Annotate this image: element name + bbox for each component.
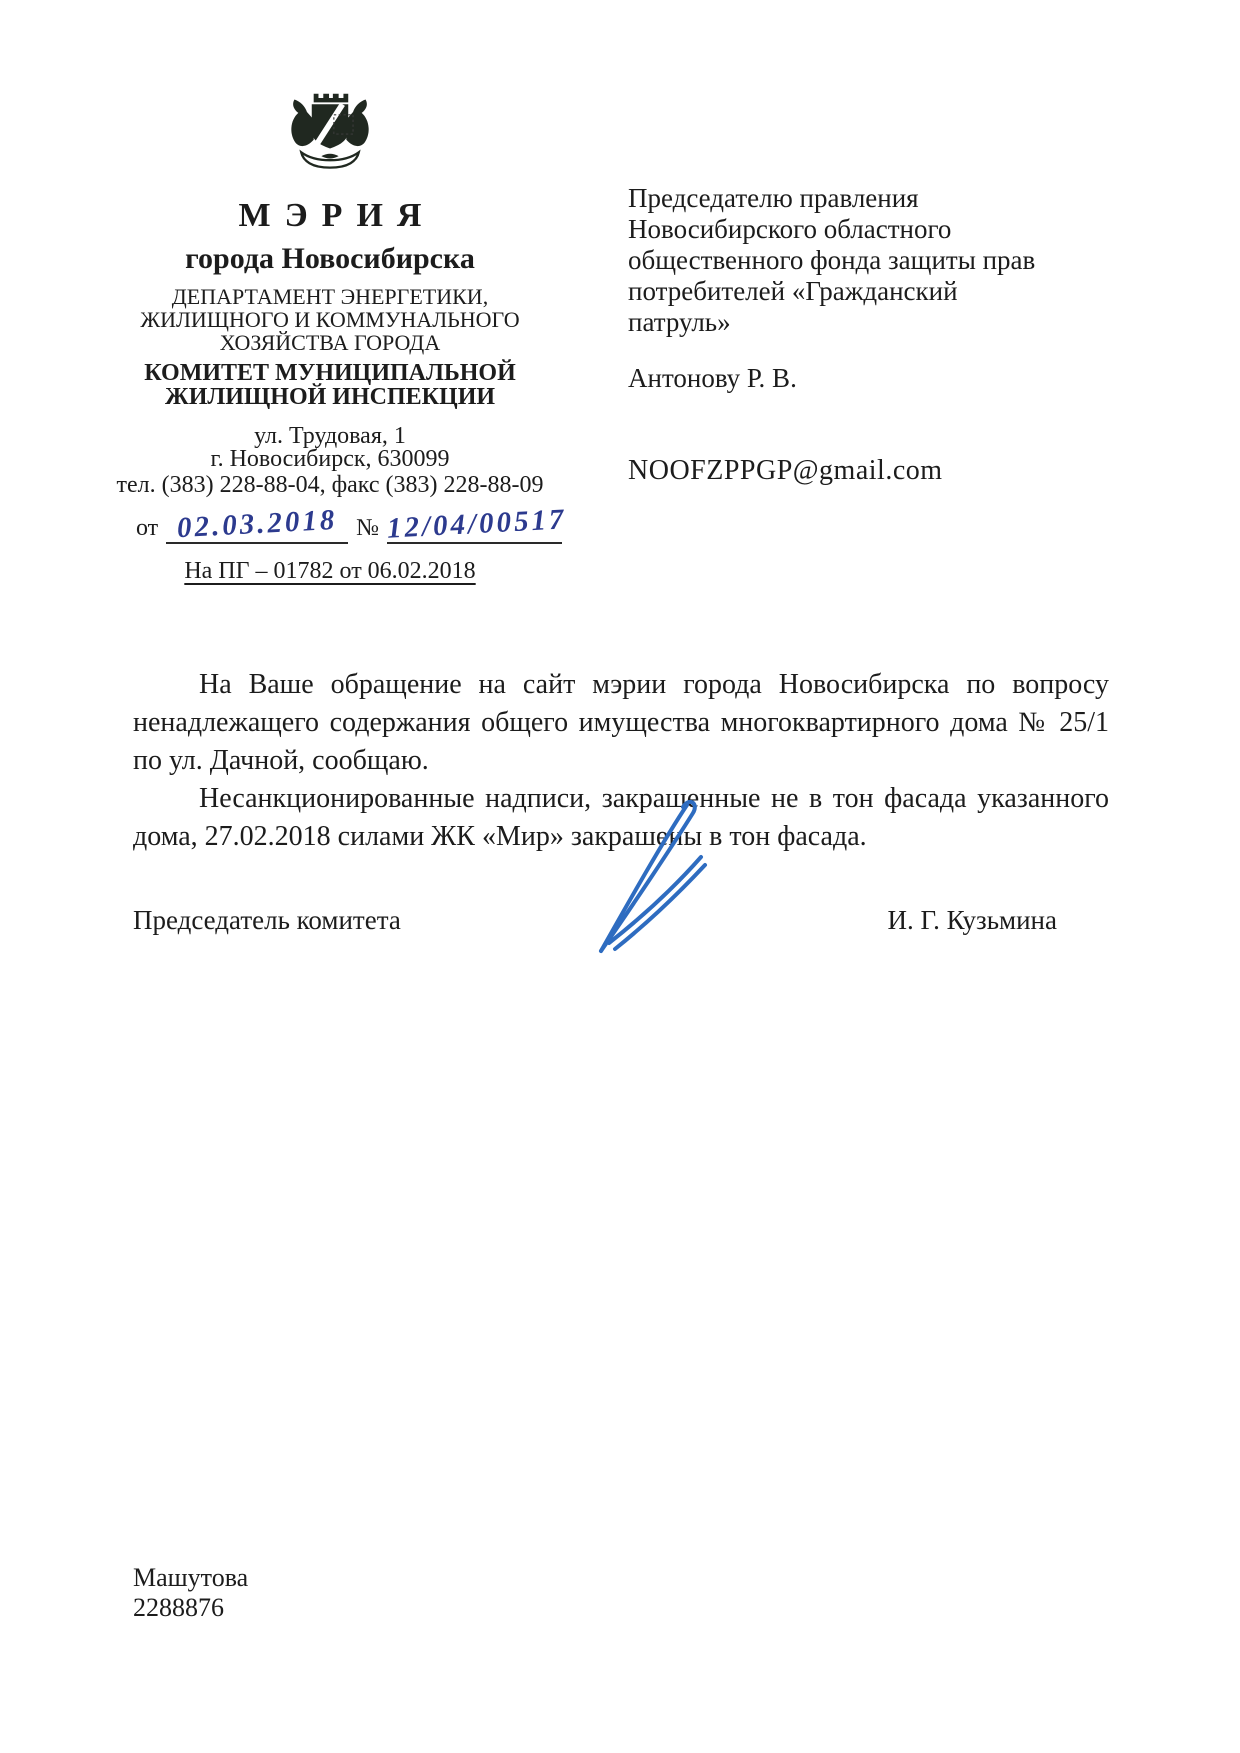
date-blank <box>166 503 348 545</box>
recipient-line: общественного фонда защиты прав <box>628 245 1036 275</box>
addressee-name: Антонову Р. В. <box>628 363 797 393</box>
address-block <box>90 425 570 499</box>
phone-fax-line: тел. (383) 228-88-04, факс (383) 228-88-09 <box>116 472 544 498</box>
number-blank <box>386 503 568 545</box>
handwritten-signature-icon <box>575 793 725 958</box>
handwritten-number: 12/04/00517 <box>386 503 568 545</box>
body-paragraph-1: На Ваше обращение на сайт мэрии города Новосибирска по вопросу ненадлежащего содержания общего имущества многоквартирного дома № 25/1 по ул. Дачной, сообщаю. <box>133 669 1109 776</box>
executor-name: Машутова <box>133 1563 249 1592</box>
address-street: ул. Трудовая, 1 <box>254 423 406 449</box>
outgoing-number-row <box>90 503 570 545</box>
recipient-line: Новосибирского областного <box>628 214 952 244</box>
recipient-line: Председателю правления <box>628 183 919 213</box>
org-name-city: города Новосибирска <box>185 242 475 275</box>
body-paragraph-2: Несанкционированные надписи, закрашенные не в тон фасада указанного дома, 27.02.2018 силами ЖК «Мир» закрашены в тон фасада. <box>133 783 1109 852</box>
recipient-email: NOOFZPPGP@gmail.com <box>628 455 943 486</box>
department-line: ЖИЛИЩНОГО И КОММУНАЛЬНОГО <box>140 307 520 332</box>
recipient-block <box>628 183 1118 486</box>
reference-line: На ПГ – 01782 от 06.02.2018 <box>184 558 476 584</box>
signer-title: Председатель комитета <box>133 905 401 935</box>
department-line: ХОЗЯЙСТВА ГОРОДА <box>219 330 441 355</box>
recipient-line: потребителей «Гражданский <box>628 276 958 306</box>
executor-phone: 2288876 <box>133 1593 224 1622</box>
number-label: № <box>356 515 379 541</box>
executor-block <box>133 1563 248 1623</box>
date-label: от <box>136 515 159 541</box>
handwritten-date: 02.03.2018 <box>176 503 339 545</box>
address-city: г. Новосибирск, 630099 <box>210 446 450 472</box>
committee-line: КОМИТЕТ МУНИЦИПАЛЬНОЙ <box>144 360 516 386</box>
letterhead-left-column <box>90 85 570 585</box>
org-name-mayoralty: МЭРИЯ <box>238 197 436 234</box>
committee-line: ЖИЛИЩНОЙ ИНСПЕКЦИИ <box>164 384 496 410</box>
recipient-line: патруль» <box>628 307 731 337</box>
signer-name: И. Г. Кузьмина <box>887 905 1057 935</box>
committee-name <box>90 361 570 409</box>
department-line: ДЕПАРТАМЕНТ ЭНЕРГЕТИКИ, <box>171 284 489 309</box>
novosibirsk-coat-of-arms-icon <box>282 85 378 185</box>
department-name <box>90 285 570 354</box>
